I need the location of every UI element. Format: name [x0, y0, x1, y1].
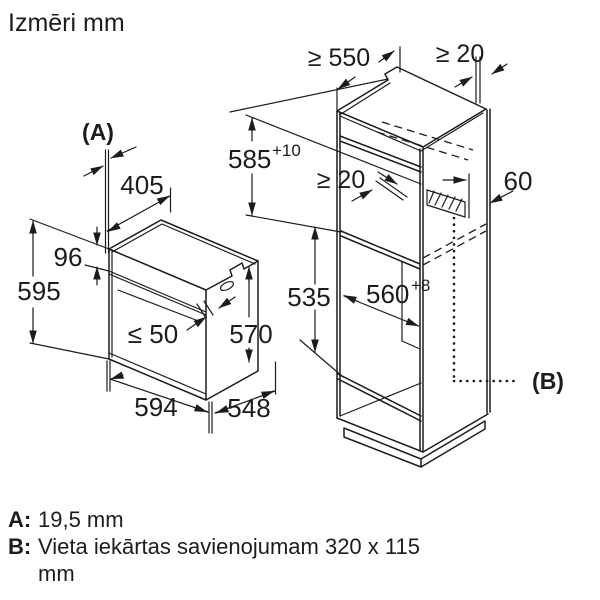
oven-width-label: 594 [134, 392, 178, 422]
cabinet-depth-label: ≥ 550 [307, 44, 371, 72]
niche-width-tolerance: +8 [411, 276, 431, 295]
niche-width-label: 560 [366, 279, 410, 309]
wall-gap-label: ≥ 20 [435, 40, 485, 68]
niche-height-tolerance: +10 [272, 141, 301, 160]
cabinet-back-right-edge [487, 109, 490, 413]
legend-b-value-line2: mm [38, 561, 75, 586]
cabinet-drawing [246, 67, 520, 467]
cabinet-niche-floor [338, 374, 421, 421]
page-title: Izmēri mm [8, 9, 125, 37]
legend-a-key: A: [8, 507, 32, 532]
cabinet-front-right-edge [420, 147, 423, 452]
legend-a-value: 19,5 mm [38, 507, 124, 532]
legend-b-value-line1: Vieta iekārtas savienojumam 320 x 115 [38, 534, 420, 559]
oven-door-gap [109, 353, 206, 394]
marker-b-label: (B) [532, 368, 564, 394]
vent-depth-label: 60 [503, 166, 533, 196]
oven-depth-label: 405 [120, 170, 164, 200]
legend-b-key: B: [8, 534, 32, 559]
oven-height-label: 595 [17, 276, 61, 306]
oven-control-panel [109, 271, 206, 315]
vent-gap-label: ≥ 20 [316, 166, 366, 194]
cabinet-niche-top-shelf [341, 231, 420, 269]
dimension-lines [30, 47, 513, 433]
legend [8, 507, 420, 586]
oven-body-height-label: 570 [229, 319, 273, 349]
dimension-labels [17, 40, 564, 423]
a-extension-lines [106, 150, 109, 253]
vent-slot-hatched [427, 190, 465, 217]
handle-clearance-label: ≤ 50 [127, 319, 179, 349]
oven-side-top-notch [206, 261, 258, 290]
cabinet-top-face [337, 67, 486, 111]
niche-height-label: 585 [228, 144, 272, 174]
marker-a-label: (A) [82, 119, 114, 145]
cabinet-bottom-interior [340, 383, 421, 416]
lower-niche-height-label: 535 [287, 282, 331, 312]
oven-drawing [109, 220, 258, 400]
oven-body-depth-label: 548 [227, 393, 271, 423]
oven-panel-height-label: 96 [53, 242, 83, 272]
